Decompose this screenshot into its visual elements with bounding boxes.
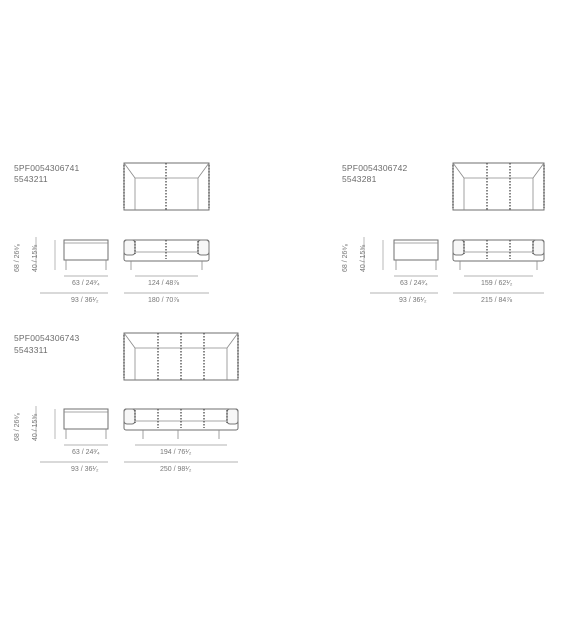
total-depth-label: 93 / 36¹⁄₂ bbox=[71, 297, 99, 304]
model-code: 5PF0054306743 bbox=[14, 333, 80, 343]
model-ref: 5543211 bbox=[14, 174, 48, 184]
total-depth-label: 93 / 36¹⁄₂ bbox=[71, 466, 99, 473]
total-width-label: 215 / 84⅞ bbox=[481, 297, 513, 304]
front-view-model-1 bbox=[124, 240, 209, 270]
side-view-model-3 bbox=[64, 409, 108, 439]
model-code: 5PF0054306742 bbox=[342, 163, 408, 173]
model-ref: 5543281 bbox=[342, 174, 377, 184]
total-depth-label: 93 / 36¹⁄₂ bbox=[399, 297, 427, 304]
top-view-model-1 bbox=[124, 163, 209, 210]
seat-width-label: 194 / 76¹⁄₂ bbox=[160, 449, 192, 456]
height-seat-label: 40 / 15⅝ bbox=[32, 244, 39, 272]
front-view-model-3 bbox=[124, 409, 238, 439]
total-width-label: 180 / 70⅞ bbox=[148, 297, 180, 304]
height-total-label: 68 / 26⁸⁄₈ bbox=[342, 243, 349, 272]
seat-width-label: 124 / 48⅞ bbox=[148, 280, 180, 287]
total-width-label: 250 / 98¹⁄₂ bbox=[160, 466, 192, 473]
height-total-label: 68 / 26⁸⁄₈ bbox=[14, 243, 21, 272]
front-view-model-2 bbox=[453, 240, 544, 270]
top-view-model-3 bbox=[124, 333, 238, 380]
height-total-label: 68 / 26⁸⁄₈ bbox=[14, 412, 21, 441]
top-view-model-2 bbox=[453, 163, 544, 210]
model-code: 5PF0054306741 bbox=[14, 163, 80, 173]
side-view-model-1 bbox=[64, 240, 108, 270]
seat-depth-label: 63 / 24³⁄₄ bbox=[72, 280, 100, 287]
height-seat-label: 40 / 15⅝ bbox=[32, 413, 39, 441]
seat-width-label: 159 / 62¹⁄₂ bbox=[481, 280, 513, 287]
height-seat-label: 40 / 15⅝ bbox=[360, 244, 367, 272]
side-view-model-2 bbox=[394, 240, 438, 270]
seat-depth-label: 63 / 24³⁄₄ bbox=[400, 280, 428, 287]
model-ref: 5543311 bbox=[14, 345, 48, 355]
seat-depth-label: 63 / 24³⁄₄ bbox=[72, 449, 100, 456]
